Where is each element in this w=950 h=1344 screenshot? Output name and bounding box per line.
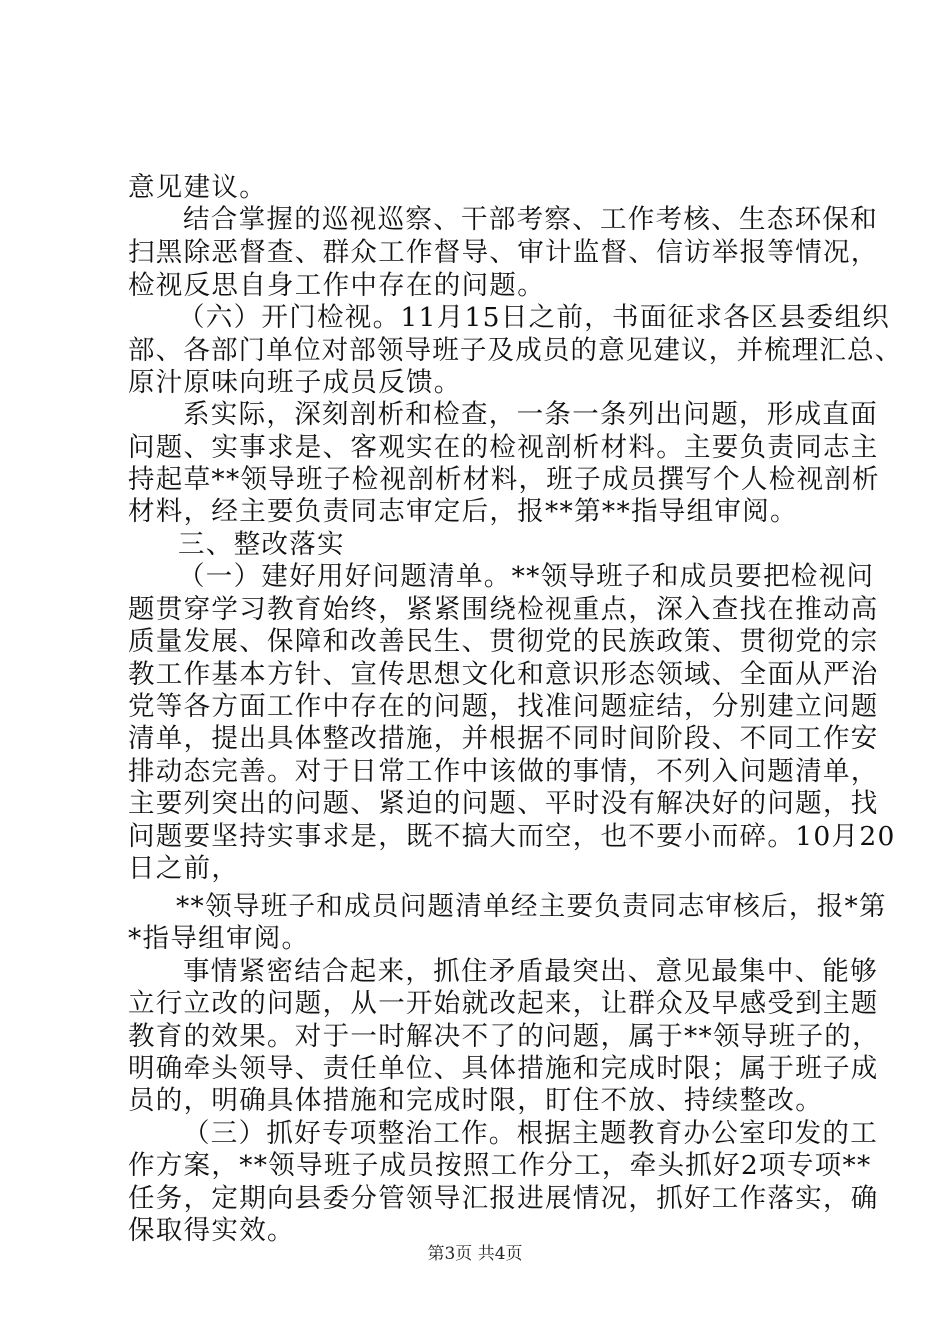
text-line: 员的，明确具体措施和完成时限，盯住不放、持续整改。	[128, 1085, 823, 1116]
text-line: 立行立改的问题，从一开始就改起来，让群众及早感受到主题	[128, 988, 879, 1019]
text-line: 事情紧密结合起来，抓住矛盾最突出、意见最集中、能够	[183, 956, 878, 987]
text-line: 作方案，**领导班子成员按照工作分工，牵头抓好2项专项**	[128, 1150, 872, 1181]
text-line: 党等各方面工作中存在的问题，找准问题症结，分别建立问题	[128, 691, 879, 722]
text-line: 保取得实效。	[128, 1215, 295, 1246]
text-line: 材料，经主要负责同志审定后，报**第**指导组审阅。	[128, 496, 798, 527]
text-line: 排动态完善。对于日常工作中该做的事情，不列入问题清单，	[128, 756, 879, 787]
text-line: 扫黑除恶督查、群众工作督导、审计监督、信访举报等情况，	[128, 237, 879, 268]
text-line: 原汁原味向班子成员反馈。	[128, 367, 462, 398]
text-line: （一）建好用好问题清单。**领导班子和成员要把检视问	[178, 561, 875, 592]
text-line: 部、各部门单位对部领导班子及成员的意见建议，并梳理汇总、	[128, 335, 903, 366]
text-line: 问题、实事求是、客观实在的检视剖析材料。主要负责同志主	[128, 432, 879, 463]
text-line: 持起草**领导班子检视剖析材料，班子成员撰写个人检视剖析	[128, 464, 880, 495]
section-heading: 三、整改落实	[178, 529, 345, 560]
text-line: 任务，定期向县委分管领导汇报进展情况，抓好工作落实，确	[128, 1183, 879, 1214]
text-line: 日之前，	[128, 853, 240, 884]
text-line: 意见建议。	[128, 172, 267, 203]
text-line: 主要列突出的问题、紧迫的问题、平时没有解决好的问题，找	[128, 788, 879, 819]
text-line: 教工作基本方针、宣传思想文化和意识形态领域、全面从严治	[128, 659, 879, 690]
text-line: （三）抓好专项整治工作。根据主题教育办公室印发的工	[183, 1118, 878, 1149]
text-line: （六）开门检视。11月15日之前，书面征求各区县委组织	[178, 302, 891, 333]
text-line: **领导班子和成员问题清单经主要负责同志审核后，报*第	[176, 891, 887, 922]
text-line: 质量发展、保障和改善民生、贯彻党的民族政策、贯彻党的宗	[128, 626, 879, 657]
text-line: 教育的效果。对于一时解决不了的问题，属于**领导班子的，	[128, 1021, 880, 1052]
text-line: 结合掌握的巡视巡察、干部考察、工作考核、生态环保和	[183, 204, 878, 235]
text-line: 明确牵头领导、责任单位、具体措施和完成时限；属于班子成	[128, 1053, 879, 1084]
text-line: 检视反思自身工作中存在的问题。	[128, 270, 545, 301]
page-number-footer: 第3页 共4页	[427, 1244, 523, 1264]
text-line: *指导组审阅。	[128, 923, 310, 954]
text-line: 系实际，深刻剖析和检查，一条一条列出问题，形成直面	[183, 399, 878, 430]
text-line: 题贯穿学习教育始终，紧紧围绕检视重点，深入查找在推动高	[128, 594, 879, 625]
text-line: 清单，提出具体整改措施，并根据不同时间阶段、不同工作安	[128, 723, 879, 754]
text-line: 问题要坚持实事求是，既不搞大而空，也不要小而碎。10月20	[128, 821, 896, 852]
